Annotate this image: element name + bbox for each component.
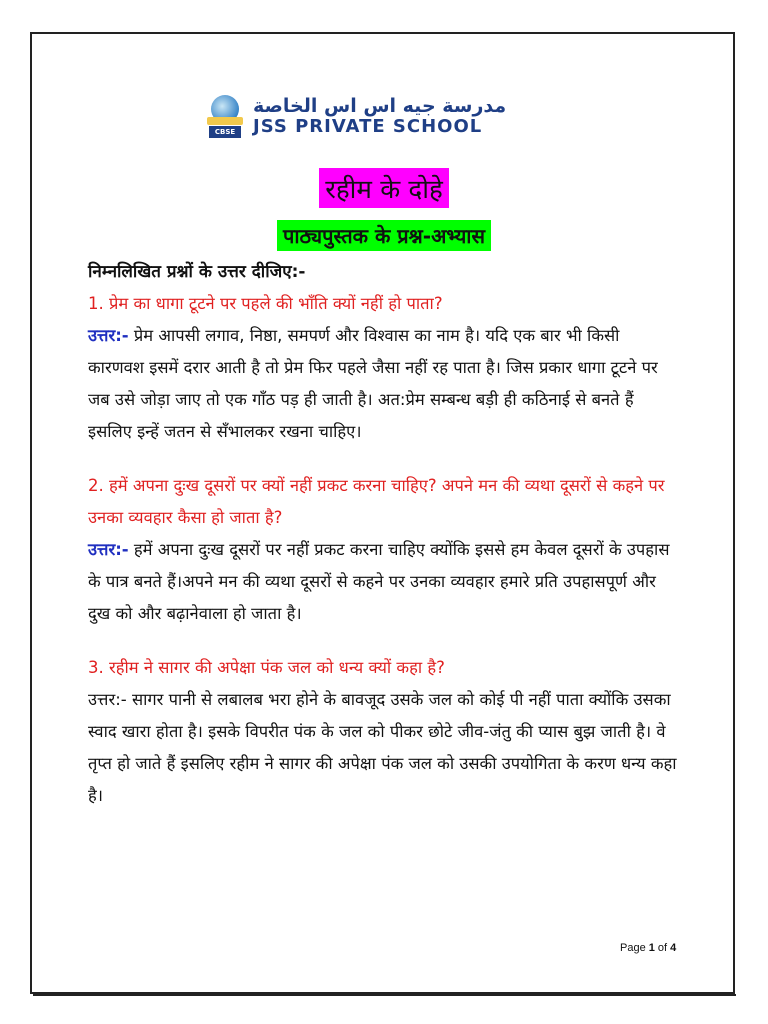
instruction-text: निम्नलिखित प्रश्नों के उत्तर दीजिए:- <box>88 262 306 282</box>
page-title: रहीम के दोहे <box>319 168 449 208</box>
school-logo <box>205 93 245 139</box>
page-number: Page 1 of 4 <box>620 942 677 954</box>
school-header <box>205 93 506 139</box>
question-2: 2. हमें अपना दुःख दूसरों पर क्यों नहीं प्रकट करना चाहिए? अपने मन की व्यथा दूसरों से कहने पर उनका व्यवहार कैसा हो जाता है? <box>88 476 665 527</box>
school-name: JSS PRIVATE SCHOOL <box>253 116 483 137</box>
answer-label: उत्तर:- <box>88 690 127 709</box>
answer-text: हमें अपना दुःख दूसरों पर नहीं प्रकट करना चाहिए क्योंकि इससे हम केवल दूसरों के उपहास के पात्र बनते हैं।अपने मन की व्यथा दूसरों से कहने पर उनका व्यवहार हमारे प्रति उपहासपूर्ण और दुख को और बढ़ानेवाला हो जाता है। <box>88 540 670 623</box>
page-border-bottom <box>33 990 736 996</box>
answer-3 <box>88 684 678 812</box>
answer-text: प्रेम आपसी लगाव, निष्ठा, समपर्ण और विश्वास का नाम है। यदि एक बार भी किसी कारणवश इसमें दरार आती है तो प्रेम फिर पहले जैसा नहीं रह पाता है। जिस प्रकार धागा टूटने पर जब उसे जोड़ा जाए तो एक गाँठ पड़ ही जाती है। अत:प्रेम सम्बन्ध बड़ी ही कठिनाई से बनते हैं इसलिए इन्हें जतन से सँभालकर रखना चाहिए। <box>88 326 658 441</box>
page-subtitle: पाठ्यपुस्तक के प्रश्न-अभ्यास <box>277 220 491 251</box>
document-body <box>88 256 678 812</box>
answer-label: उत्तर:- <box>88 540 129 559</box>
answer-2 <box>88 534 678 630</box>
question-3: 3. रहीम ने सागर की अपेक्षा पंक जल को धन्य क्यों कहा है? <box>88 658 445 677</box>
book-icon <box>207 117 243 125</box>
school-arabic-name: مدرسة جيه اس اس الخاصة <box>253 95 507 117</box>
question-1: 1. प्रेम का धागा टूटने पर पहले की भाँति क्यों नहीं हो पाता? <box>88 294 443 313</box>
answer-label: उत्तर:- <box>88 326 129 345</box>
answer-text: सागर पानी से लबालब भरा होने के बावजूद उसके जल को कोई पी नहीं पाता क्योंकि उसका स्वाद खारा होता है। इसके विपरीत पंक के जल को पीकर छोटे जीव-जंतु की प्यास बुझ जाती है। वे तृप्त हो जाते हैं इसलिए रहीम ने सागर की अपेक्षा पंक जल को उसकी उपयोगिता के करण धन्य कहा है। <box>88 690 677 805</box>
answer-1 <box>88 320 678 448</box>
cbse-badge: CBSE <box>209 126 241 138</box>
